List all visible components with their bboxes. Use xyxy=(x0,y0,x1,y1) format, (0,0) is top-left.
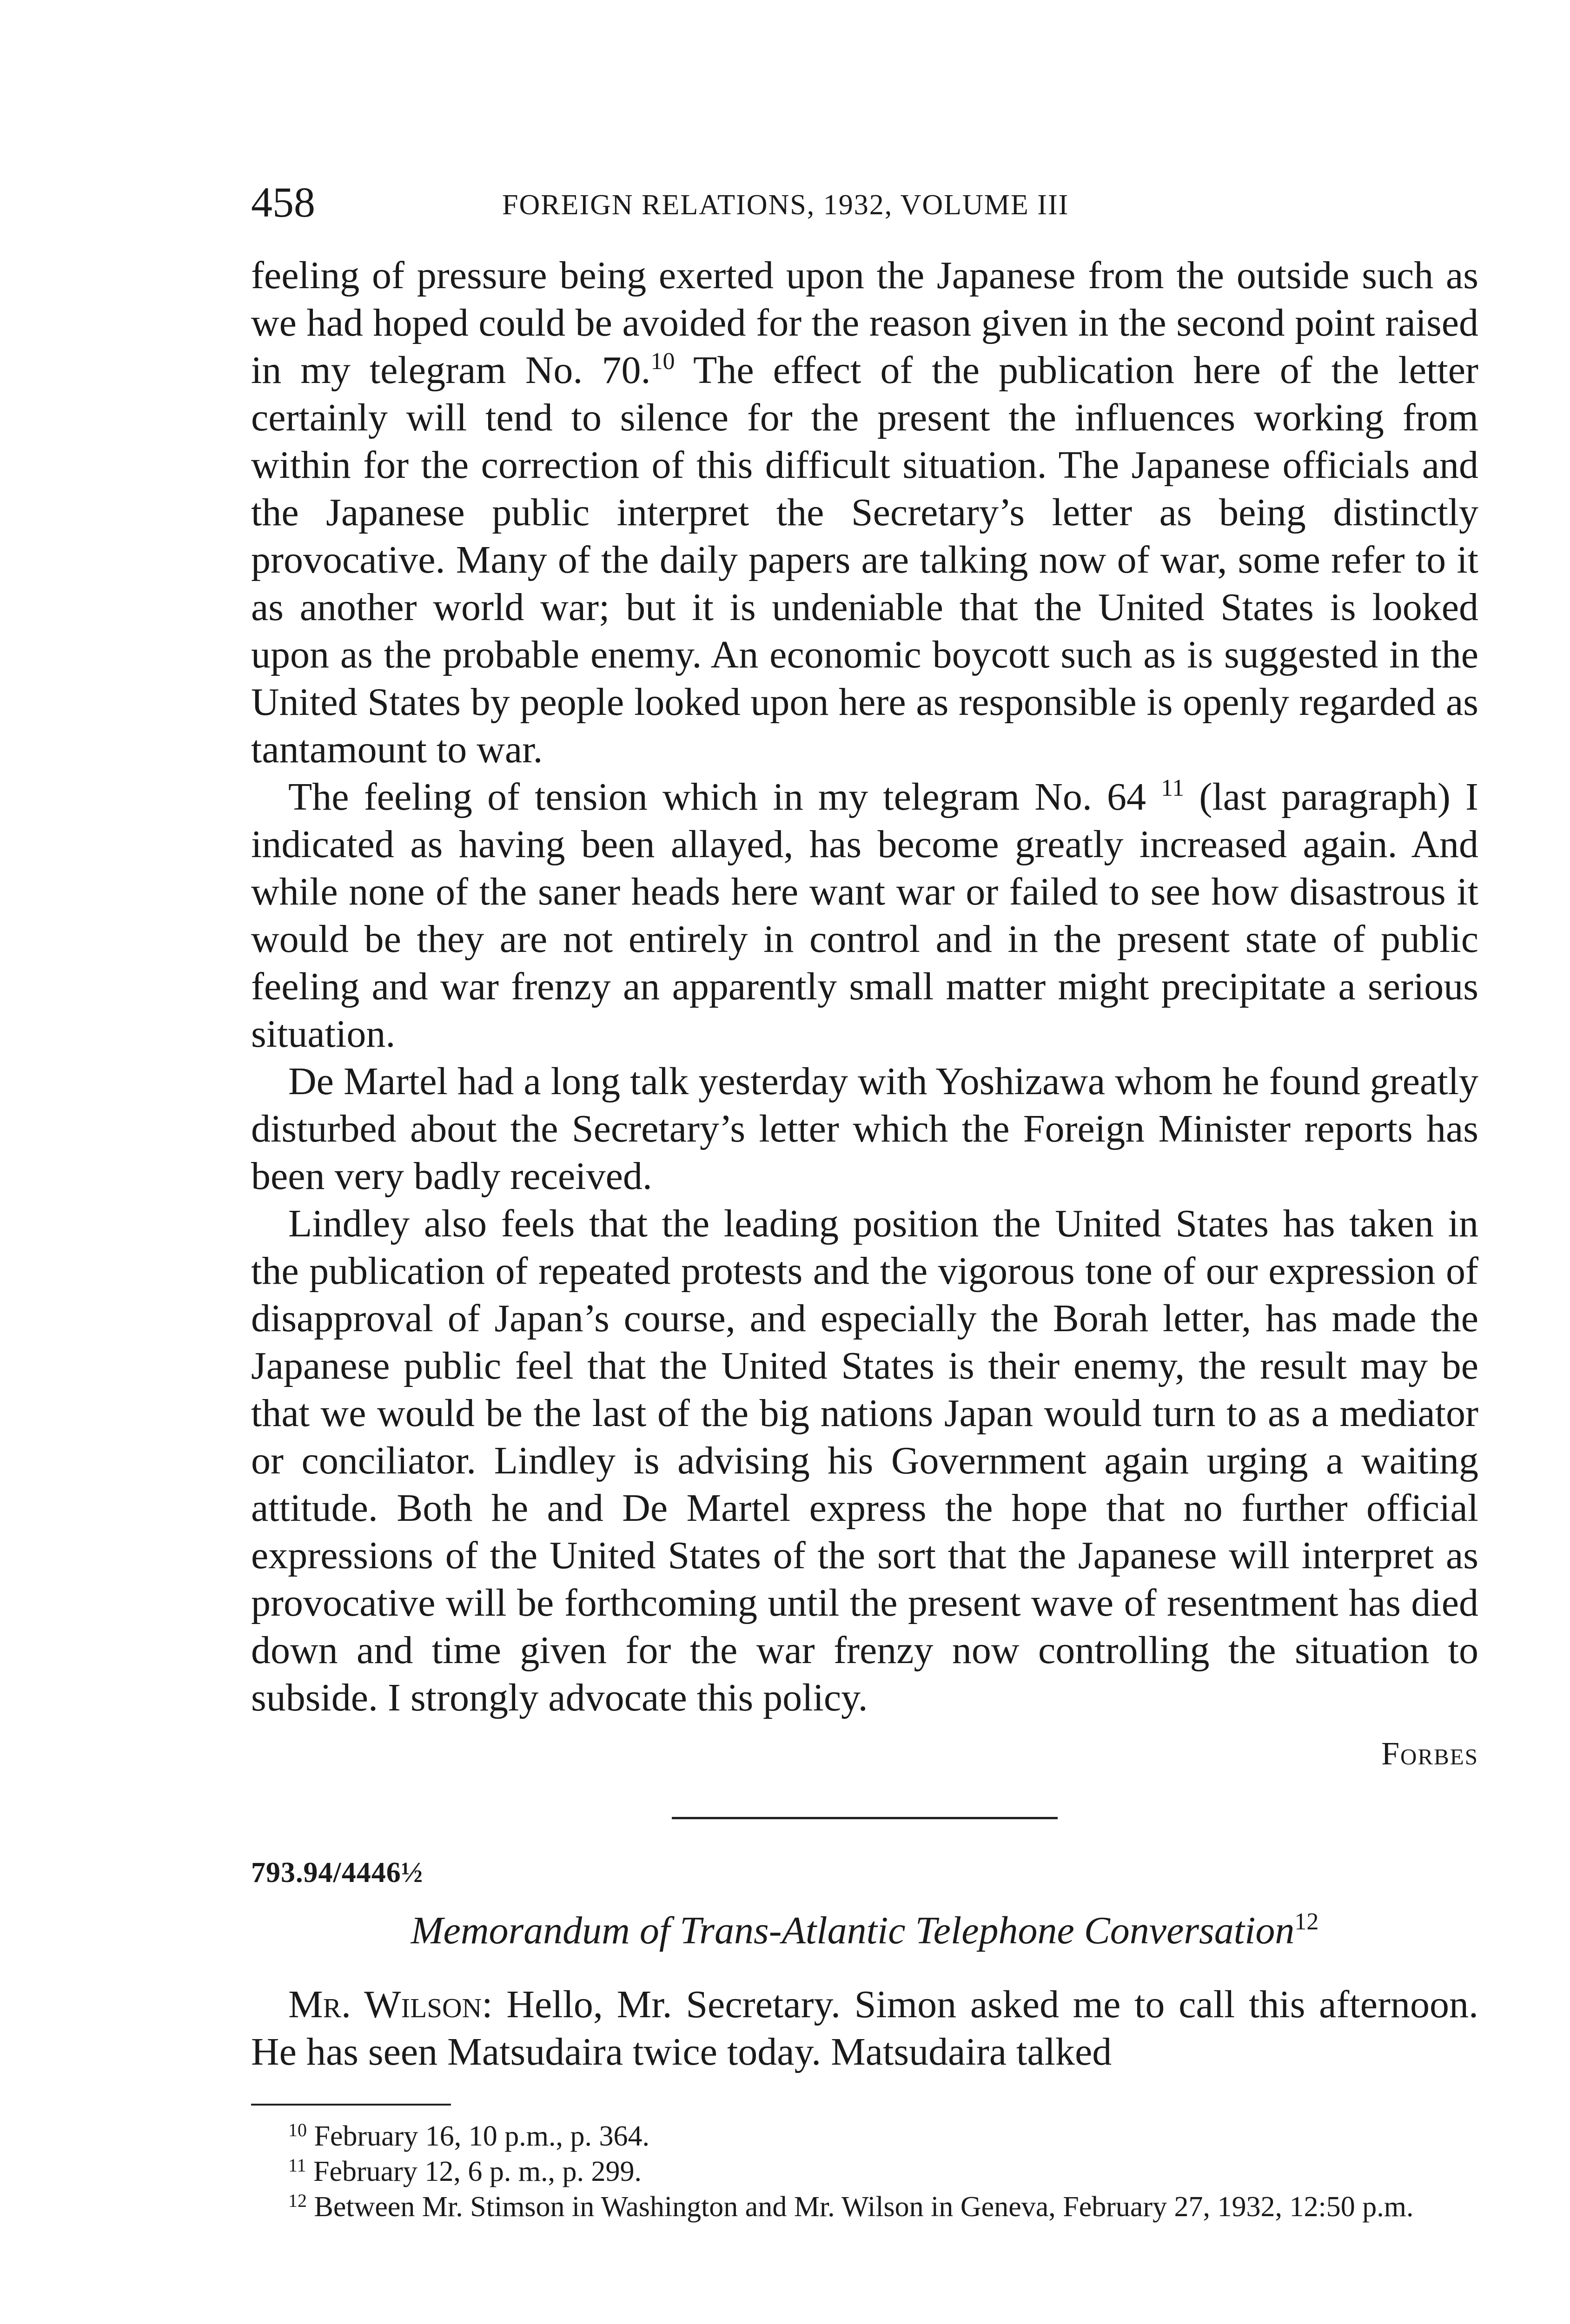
footnote-ref-10: 10 xyxy=(650,348,675,375)
paragraph-1-text-a: feeling of pressure being exerted upon the Japanese from the outside such as we had hoped could be avoided for the reason given in the second point raised in my telegram No. 70. xyxy=(251,254,1478,392)
footnote-number: 12 xyxy=(288,2190,307,2211)
file-number: 793.94/4446½ xyxy=(251,1857,424,1888)
running-head xyxy=(251,177,1478,232)
dialogue-text: Hello, Mr. Secretary. Simon asked me to call this afternoon. He has seen Matsudaira twice today. Matsudaira talked xyxy=(251,1983,1478,2073)
footnote-10 xyxy=(251,2119,1478,2154)
running-title: FOREIGN RELATIONS, 1932, VOLUME III xyxy=(502,189,1069,221)
footnote-12 xyxy=(251,2189,1478,2225)
conversation xyxy=(251,1981,1478,2076)
footnote-divider xyxy=(251,2104,451,2106)
paragraph-3: De Martel had a long talk yesterday with Yoshizawa whom he found greatly disturbed about the Secretary’s letter which the Foreign Minister reports has been very badly received. xyxy=(251,1060,1478,1198)
paragraph-1-text-b: The effect of the publication here of the letter certainly will tend to silence for the present the influences working from within for the correction of this difficult situation. The Japanese officials and the Japanese public interpret the Secretary’s letter as being distinctly provocative. Many of the daily papers are talking now of war, some refer to it as another world war; but it is undeniable that the United States is looked upon as the probable enemy. An economic boycott such as is suggested in the United States by people looked upon here as responsible is openly regarded as tantamount to war. xyxy=(251,349,1478,771)
footnote-number: 10 xyxy=(288,2119,307,2140)
footnotes xyxy=(251,2119,1478,2225)
paragraph-2-text-a: The feeling of tension which in my telegram No. 64 xyxy=(288,775,1161,819)
memo-title-text: Memorandum of Trans-Atlantic Telephone Conversation xyxy=(411,1909,1295,1952)
dialogue-line xyxy=(251,1981,1478,2076)
paragraph-2 xyxy=(251,773,1478,1058)
memo-title xyxy=(251,1908,1478,1953)
footnote-11 xyxy=(251,2154,1478,2189)
footnote-number: 11 xyxy=(288,2155,306,2176)
paragraph-1 xyxy=(251,252,1478,773)
document-page xyxy=(251,177,1478,2225)
telegram-body xyxy=(251,252,1478,1722)
page-number: 458 xyxy=(251,178,315,226)
footnote-ref-11: 11 xyxy=(1161,775,1185,801)
footnote-text: February 12, 6 p. m., p. 299. xyxy=(306,2156,642,2187)
footnote-text: Between Mr. Stimson in Washington and Mr. Wilson in Geneva, February 27, 1932, 12:50 p.m. xyxy=(307,2191,1414,2223)
paragraph-4: Lindley also feels that the leading position the United States has taken in the publication of repeated protests and the vigorous tone of our expression of disapproval of Japan’s course, and especially the Borah letter, has made the Japanese public feel that the United States is their enemy, the result may be that we would be the last of the big nations Japan would turn to as a mediator or conciliator. Lindley is advising his Government again urging a waiting attitude. Both he and De Martel express the hope that no further official expressions of the United States of the sort that the Japanese will interpret as provocative will be forthcoming until the present wave of resentment has died down and time given for the war frenzy now controlling the situation to subside. I strongly advocate this policy. xyxy=(251,1202,1478,1719)
signature: Forbes xyxy=(1381,1736,1478,1772)
section-divider xyxy=(672,1817,1058,1819)
footnote-text: February 16, 10 p.m., p. 364. xyxy=(307,2120,650,2152)
speaker-separator: : xyxy=(482,1983,507,2026)
footnote-ref-12: 12 xyxy=(1294,1908,1319,1935)
speaker-name: Mr. Wilson xyxy=(288,1983,482,2026)
paragraph-2-text-b: (last paragraph) I indicated as having been allayed, has become greatly increased again. And while none of the saner heads here want war or failed to see how disastrous it would be they are not entirely in control and in the present state of public feeling and war frenzy an apparently small matter might precipitate a serious situation. xyxy=(251,775,1478,1056)
